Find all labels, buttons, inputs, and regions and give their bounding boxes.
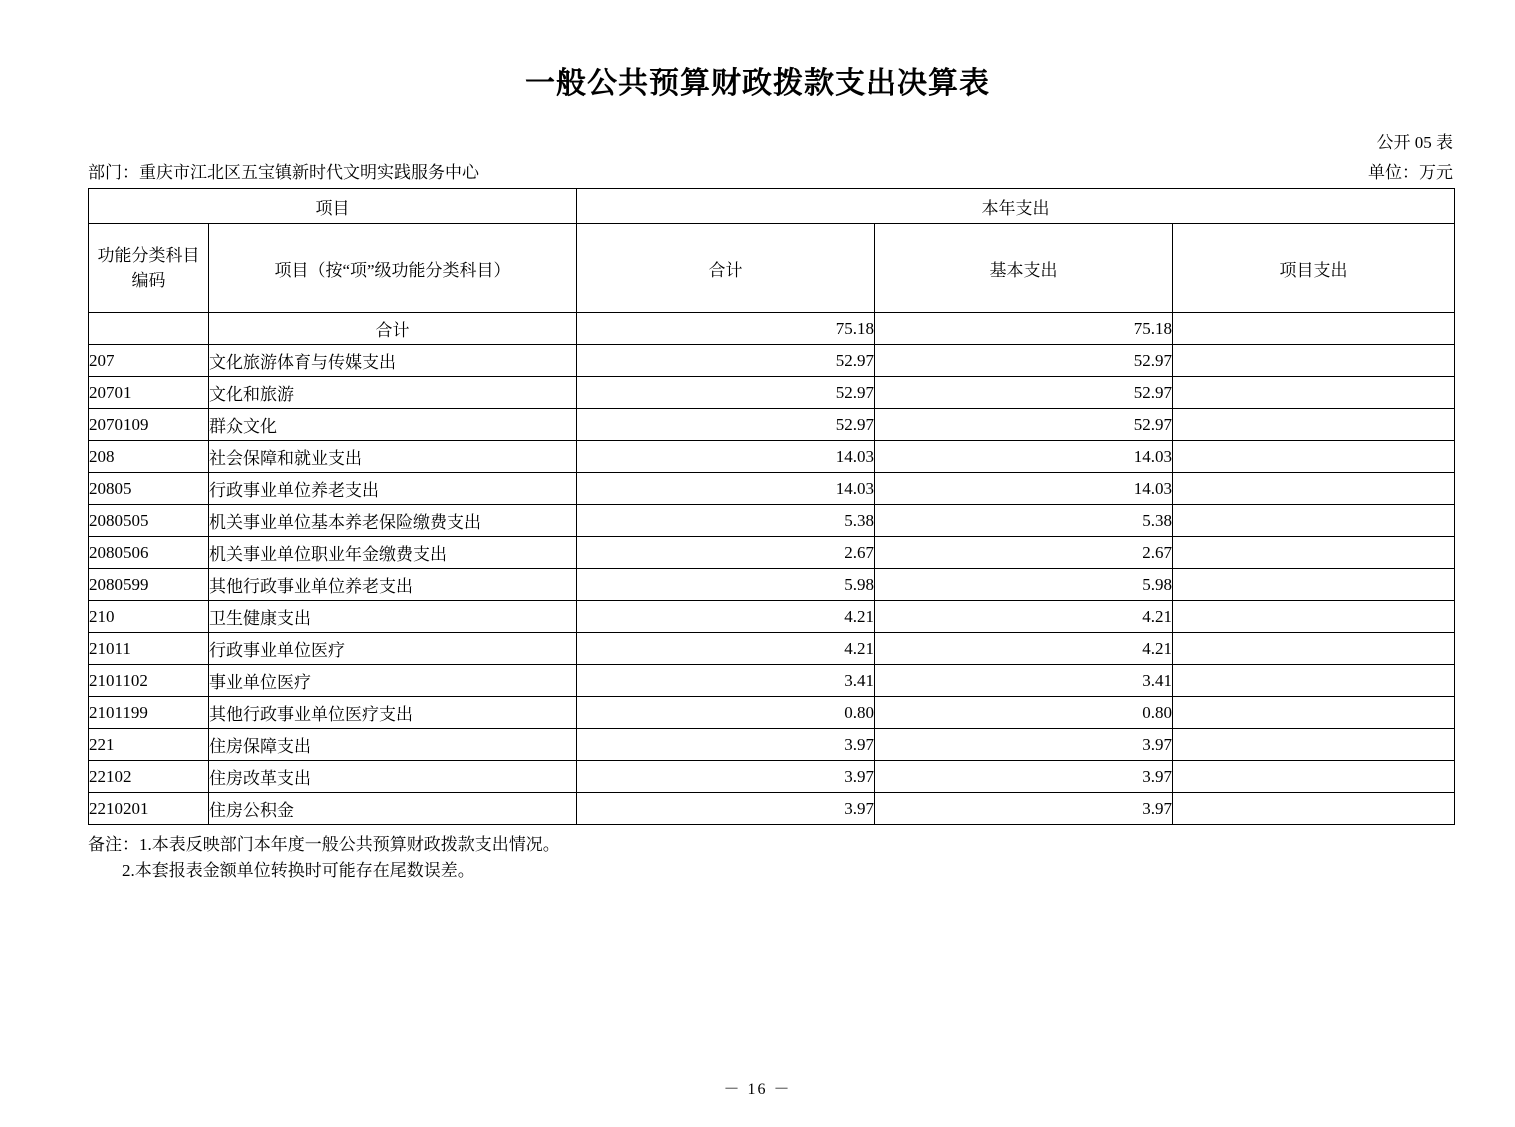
table-header-row [89,224,1455,313]
table-row [89,473,1455,505]
note-line-1: 备注：1.本表反映部门本年度一般公共预算财政拨款支出情况。 [88,835,560,854]
cell-total: 52.97 [577,409,875,441]
cell-total: 3.41 [577,665,875,697]
cell-total: 75.18 [577,313,875,345]
header-group-project: 项目 [89,189,577,224]
page-number: － 16 － [723,1081,792,1098]
table-row [89,761,1455,793]
unit-label: 单位：万元 [1368,163,1453,182]
table-row [89,537,1455,569]
cell-code: 2080505 [89,505,209,537]
cell-basic: 3.97 [875,793,1173,825]
cell-basic: 0.80 [875,697,1173,729]
cell-project [1173,569,1455,601]
cell-basic: 75.18 [875,313,1173,345]
table-notes [88,832,1515,885]
header-col-total: 合计 [577,224,875,313]
cell-name: 机关事业单位基本养老保险缴费支出 [209,505,577,537]
cell-project [1173,633,1455,665]
cell-project [1173,697,1455,729]
table-row [89,569,1455,601]
cell-name: 行政事业单位养老支出 [209,473,577,505]
cell-name: 住房公积金 [209,793,577,825]
cell-code: 22102 [89,761,209,793]
header-col-project: 项目支出 [1173,224,1455,313]
table-row [89,697,1455,729]
form-number: 公开 05 表 [1376,133,1453,152]
cell-total: 52.97 [577,377,875,409]
cell-project [1173,505,1455,537]
cell-code: 20701 [89,377,209,409]
cell-basic: 4.21 [875,601,1173,633]
department-label: 部门：重庆市江北区五宝镇新时代文明实践服务中心 [88,163,479,182]
table-row [89,665,1455,697]
cell-project [1173,377,1455,409]
cell-name: 卫生健康支出 [209,601,577,633]
cell-basic: 5.38 [875,505,1173,537]
cell-code: 21011 [89,633,209,665]
cell-project [1173,409,1455,441]
cell-total: 14.03 [577,441,875,473]
cell-total: 3.97 [577,793,875,825]
table-row [89,601,1455,633]
table-row [89,441,1455,473]
header-col-code [89,224,209,313]
table-row [89,633,1455,665]
page-title: 一般公共预算财政拨款支出决算表 [525,67,990,100]
cell-total: 2.67 [577,537,875,569]
cell-code: 221 [89,729,209,761]
cell-code [89,313,209,345]
cell-project [1173,761,1455,793]
cell-total: 14.03 [577,473,875,505]
cell-total: 3.97 [577,729,875,761]
table-row [89,345,1455,377]
cell-basic: 5.98 [875,569,1173,601]
table-header-group-row [89,189,1455,224]
cell-total: 0.80 [577,697,875,729]
cell-code: 2080506 [89,537,209,569]
budget-expenditure-table [88,188,1455,825]
cell-project [1173,729,1455,761]
cell-basic: 3.97 [875,761,1173,793]
cell-basic: 14.03 [875,441,1173,473]
cell-name: 其他行政事业单位医疗支出 [209,697,577,729]
cell-code: 207 [89,345,209,377]
table-row [89,313,1455,345]
header-col-basic: 基本支出 [875,224,1173,313]
cell-project [1173,537,1455,569]
cell-code: 2101102 [89,665,209,697]
header-col-code-line2: 编码 [131,271,166,290]
cell-name: 合计 [209,313,577,345]
cell-total: 4.21 [577,601,875,633]
cell-code: 2210201 [89,793,209,825]
cell-total: 5.98 [577,569,875,601]
document-page [0,58,1515,1127]
cell-project [1173,793,1455,825]
cell-total: 52.97 [577,345,875,377]
table-row [89,505,1455,537]
cell-name: 社会保障和就业支出 [209,441,577,473]
cell-basic: 4.21 [875,633,1173,665]
cell-name: 住房保障支出 [209,729,577,761]
cell-code: 20805 [89,473,209,505]
cell-basic: 14.03 [875,473,1173,505]
cell-name: 文化和旅游 [209,377,577,409]
cell-project [1173,473,1455,505]
cell-code: 208 [89,441,209,473]
cell-name: 机关事业单位职业年金缴费支出 [209,537,577,569]
cell-basic: 52.97 [875,409,1173,441]
cell-name: 事业单位医疗 [209,665,577,697]
cell-name: 文化旅游体育与传媒支出 [209,345,577,377]
cell-name: 群众文化 [209,409,577,441]
cell-basic: 3.41 [875,665,1173,697]
header-group-year-expense: 本年支出 [577,189,1455,224]
header-col-code-line1: 功能分类科目 [97,245,200,265]
cell-code: 2070109 [89,409,209,441]
meta-row [0,158,1515,182]
cell-project [1173,313,1455,345]
table-row [89,409,1455,441]
cell-basic: 3.97 [875,729,1173,761]
cell-code: 2080599 [89,569,209,601]
cell-name: 其他行政事业单位养老支出 [209,569,577,601]
cell-total: 3.97 [577,761,875,793]
cell-name: 住房改革支出 [209,761,577,793]
cell-total: 4.21 [577,633,875,665]
cell-name: 行政事业单位医疗 [209,633,577,665]
form-number-row [0,128,1515,152]
note-line-2: 2.本套报表金额单位转换时可能存在尾数误差。 [122,861,475,881]
cell-project [1173,345,1455,377]
cell-code: 210 [89,601,209,633]
table-row [89,793,1455,825]
cell-code: 2101199 [89,697,209,729]
cell-basic: 52.97 [875,377,1173,409]
cell-project [1173,601,1455,633]
header-col-name: 项目（按“项”级功能分类科目） [209,224,577,313]
table-row [89,729,1455,761]
cell-project [1173,665,1455,697]
table-row [89,377,1455,409]
cell-basic: 52.97 [875,345,1173,377]
cell-total: 5.38 [577,505,875,537]
cell-project [1173,441,1455,473]
cell-basic: 2.67 [875,537,1173,569]
